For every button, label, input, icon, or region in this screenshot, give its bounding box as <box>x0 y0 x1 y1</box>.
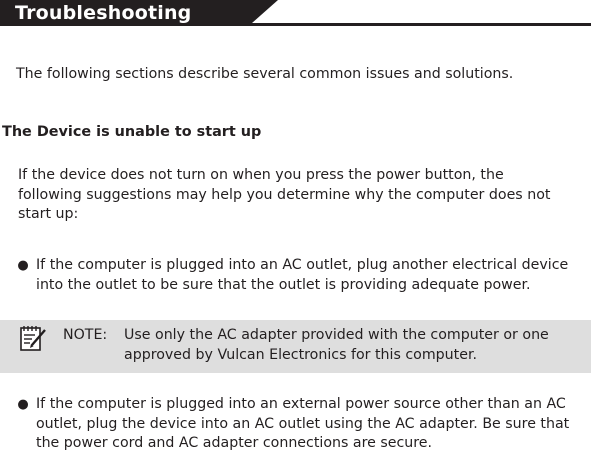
section-paragraph: If the device does not turn on when you press the power button, the following suggestions may help you determine why the computer does not start up: <box>18 167 551 222</box>
note-box <box>0 320 591 373</box>
list-item <box>16 395 591 454</box>
note-text: Use only the AC adapter provided with the computer or one approved by Vulcan Electronics for this computer. <box>124 327 549 363</box>
note-label: NOTE: <box>63 327 108 343</box>
note-pad-icon <box>18 323 48 353</box>
intro-text: The following sections describe several common issues and solutions. <box>16 66 514 82</box>
bullet-dot: ● <box>17 397 29 412</box>
list-item-text: If the computer is plugged into an AC outlet, plug another electrical device into the outlet to be sure that the outlet is providing adequate power. <box>36 257 569 293</box>
list-item <box>16 256 591 295</box>
page-title: Troubleshooting <box>15 2 192 24</box>
section-title-bar <box>0 0 591 27</box>
list-item-text: If the computer is plugged into an external power source other than an AC outlet, plug the device into an AC outlet using the AC adapter. Be sure that the power cord and AC adapter connections are secure. <box>36 396 570 451</box>
bullet-dot: ● <box>17 258 29 273</box>
section-heading: The Device is unable to start up <box>2 124 262 140</box>
